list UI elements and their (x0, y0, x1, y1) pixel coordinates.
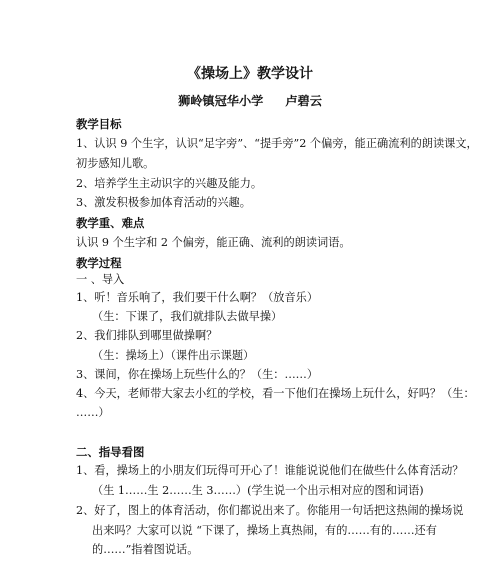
key-text: 认识 9 个生字和 2 个偏旁，能正确、流利的朗读词语。 (76, 236, 351, 249)
author-line (0, 93, 500, 109)
process-item-4-line2: ……） (76, 406, 110, 419)
goal-1-line1: 1、认识 9 个生字，认识“足字旁”、“提手旁”2 个偏旁，能正确流利的朗读课文， (76, 137, 478, 150)
process-item-2: 2、我们排队到哪里做操啊？ (76, 329, 218, 342)
goal-3: 3、激发积极参加体育活动的兴趣。 (76, 196, 251, 209)
guide-item-1: 1、看，操场上的小朋友们玩得可开心了！谁能说说他们在做些什么体育活动？ (76, 464, 464, 477)
goal-2: 2、培养学生主动识字的兴趣及能力。 (76, 177, 263, 190)
process-item-1: 1、听！音乐响了，我们要干什么啊？（放音乐） (76, 291, 319, 304)
goal-1-line2: 初步感知儿歌。 (76, 157, 155, 170)
guide-item-1-reply: （生 1……生 2……生 3……）(学生说一个出示相对应的图和词语) (92, 484, 424, 497)
part2-heading: 二、指导看图 (76, 445, 145, 459)
process-item-4-line1: 4、今天，老师带大家去小红的学校，看一下他们在操场上玩什么，好吗？（生： (76, 387, 475, 400)
author-name: 卢碧云 (285, 94, 322, 108)
guide-item-2-line3: 的……”指着图说话。 (92, 543, 199, 556)
process-item-3: 3、课间，你在操场上玩些什么的？（生：……） (76, 368, 319, 381)
process-heading: 教学过程 (76, 256, 122, 270)
guide-item-2-line1: 2、好了，图上的体育活动，你们都说出来了。你能用一句话把这热闹的操场说 (76, 504, 464, 517)
document-title: 《操场上》教学设计 (187, 66, 313, 82)
process-item-1-reply: （生：下课了，我们就排队去做早操） (92, 310, 283, 323)
guide-item-2-line2: 出来吗？大家可以说 “下课了，操场上真热闹，有的……有的……还有 (92, 524, 437, 537)
process-item-2-reply: （生：操场上）（课件出示课题） (92, 349, 255, 362)
part1-heading: 一 、导入 (76, 273, 125, 286)
key-heading: 教学重、难点 (76, 216, 145, 230)
school-name: 狮岭镇冠华小学 (178, 94, 264, 108)
goals-heading: 教学目标 (76, 117, 122, 131)
